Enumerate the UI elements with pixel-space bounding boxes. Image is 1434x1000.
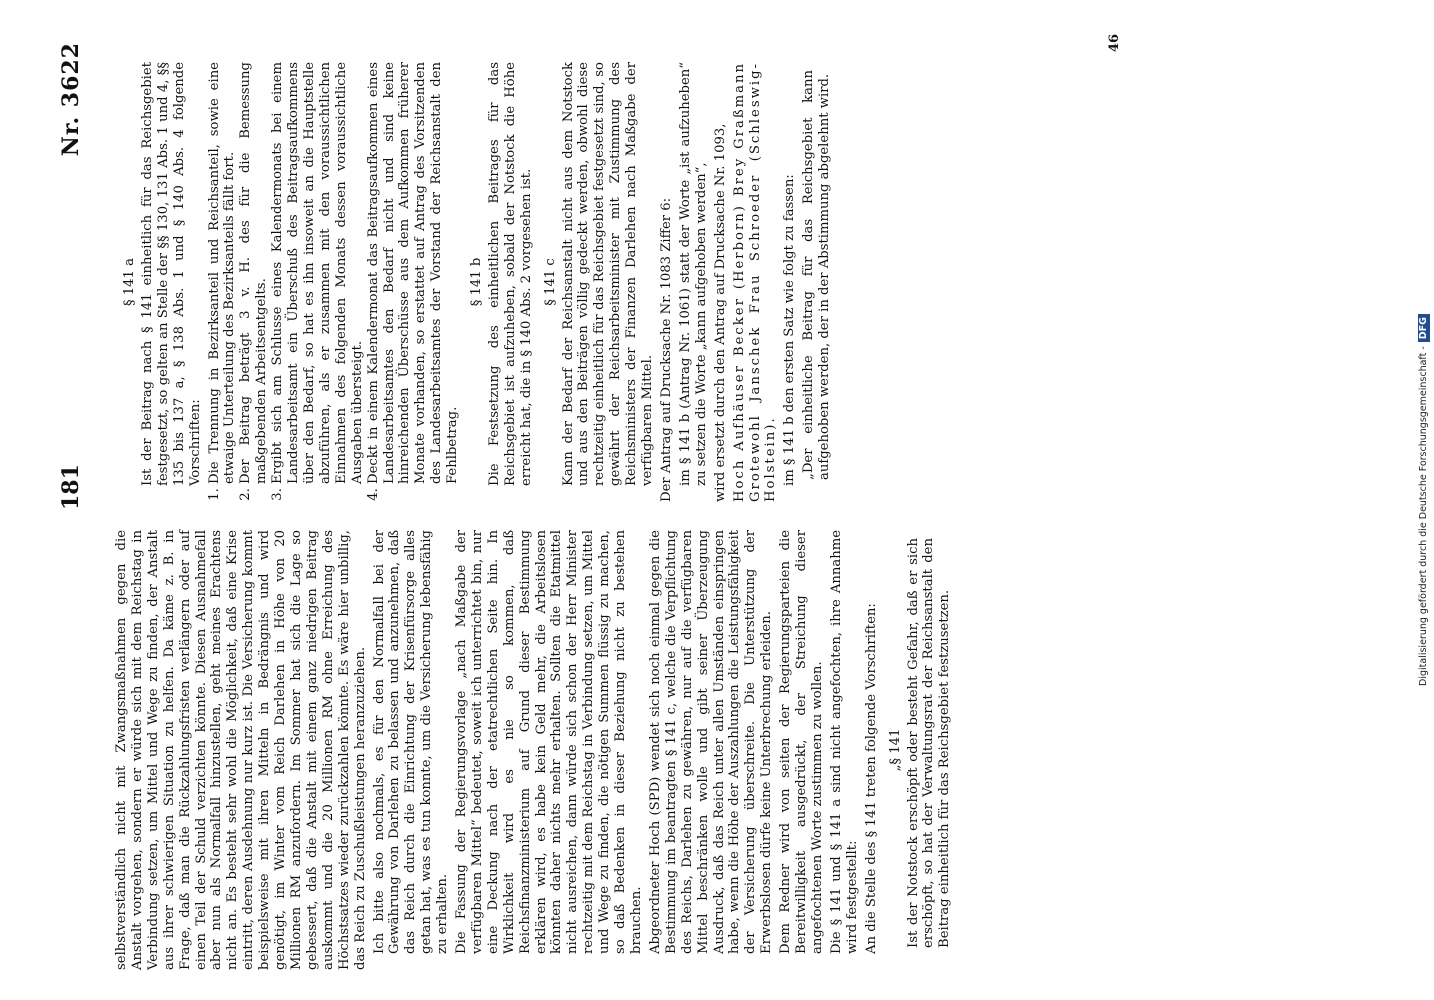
paragraph: Die Festsetzung des einheitlichen Beitrages für das Reichsgebiet ist aufzuheben, sobald der Notstock die Höhe erreicht hat, die in § 140 Abs. 2 vorgesehen ist.	[486, 62, 534, 486]
left-column	[114, 530, 956, 970]
paragraph: Die § 141 und § 141 a sind nicht angefochten, ihre Annahme wird festgestellt:	[828, 530, 860, 954]
paragraph: im § 141 b (Antrag Nr. 1061) statt der Worte „ist aufzuheben“ zu setzen die Worte „kann aufgehoben werden“,	[677, 62, 709, 486]
paragraph: wird ersetzt durch den Antrag auf Drucksache Nr. 1093,	[712, 123, 728, 502]
section-heading: § 141 a	[122, 258, 137, 307]
paragraph: Dem Redner wird von seiten der Regierungsparteien die Bereitwilligkeit ausgedrückt, der Streichung dieser angefochtenen Worte zustimmen zu wollen.	[778, 530, 825, 954]
list-item: 4. Deckt in einem Kalendermonat das Beitragsaufkommen eines Landesarbeitsamtes den Bedarf nicht und sind keine hinreichenden Überschüsse aus dem Aufkommen früherer Monate vorhanden, so erstattet auf Antrag des Vorsitzenden des Landesarbeitsamtes der Vorstand der Reichsanstalt den Fehlbetrag.	[366, 62, 461, 484]
paragraph: im § 141 b den ersten Satz wie folgt zu fassen:	[782, 174, 798, 486]
dfg-logo: DFG	[1418, 314, 1430, 342]
page-header	[52, 30, 112, 970]
page-number: 181	[58, 464, 84, 510]
paragraph: An die Stelle des § 141 treten folgende Vorschriften:	[863, 603, 879, 954]
digitization-text: Digitalisierung gefördert durch die Deutsche Forschungsgemeinschaft -	[1418, 346, 1429, 686]
list-item: 1. Die Trennung in Bezirksanteil und Reichsanteil, sowie eine etwaige Unterteilung des Bezirksanteils fällt fort.	[207, 62, 239, 484]
paragraph: Ist der Beitrag nach § 141 einheitlich für das Reichsgebiet festgesetzt, so gelten an Stelle der §§ 130, 131 Abs. 1 und 4, §§ 135 bis 137 a, § 138 Abs. 1 und § 140 Abs. 4 folgende Vorschriften:	[139, 62, 203, 486]
list-item: 2. Der Beitrag beträgt 3 v. H. des für die Bemessung maßgebenden Arbeitsentgelts.	[238, 62, 270, 484]
paragraph: Der Antrag auf Drucksache Nr. 1083 Ziffer 6:	[659, 197, 674, 502]
paragraph: Die Fassung der Regierungsvorlage „nach Maßgabe der verfügbaren Mittel“ bedeutet, soweit ich unterrichtet bin, nur eine Deckung nach der etatrechtlichen Seite hin. In Wirklichkeit wird es nie so kommen, daß Reichsfinanzministerium auf Grund dieser Bestimmung erklären wird, es habe kein Geld mehr, die Arbeitslosen könnten daher nichts mehr erhalten. Sollten die Etatmittel nicht ausreichen, dann würde sich schon der Herr Minister rechtzeitig mit dem Reichstag in Verbindung setzen, um Mittel und Wege zu finden, die nötigen Summen flüssig zu machen, so daß Bedenken in dieser Beziehung nicht zu bestehen brauchen.	[454, 530, 644, 954]
footer-number: 46	[1107, 33, 1122, 52]
scanned-page	[52, 30, 1382, 970]
list-item: 3. Ergibt sich am Schlusse eines Kalendermonats bei einem Landesarbeitsamt ein Überschuß des Beitragsaufkommens über den Bedarf, so hat es ihn insoweit an die Hauptstelle abzuführen, als er zusammen mit den voraussichtlichen Einnahmen des folgenden Monats dessen voraussichtliche Ausgaben übersteigt.	[270, 62, 365, 484]
section-heading: § 141 c	[542, 258, 558, 306]
document-number: Nr. 3622	[58, 42, 84, 157]
paragraph: Ich bitte also nochmals, es für den Normalfall bei der Gewährung von Darlehen zu belassen und anzunehmen, daß das Reich durch die Einrichtung der Krisenfürsorge alles getan hat, was es tun konnte, um die Versicherung lebensfähig zu erhalten.	[371, 530, 451, 954]
quoted-paragraph: Ist der Notstock erschöpft oder besteht Gefahr, daß er sich erschöpft, so hat der Verwaltungsrat der Reichsanstalt den Beitrag einheitlich für das Reichsgebiet festzusetzen.	[905, 538, 953, 948]
paragraph: selbstverständlich nicht mit Zwangsmaßnahmen gegen die Anstalt vorgehen, sondern er würde sich mit dem Reichstag in Verbindung setzen, um Mittel und Wege zu finden, der Anstalt aus ihrer schwierigen Situation zu helfen. Da käme z. B. in Frage, daß man die Rückzahlungsfristen verlängern oder auf einen Teil der Schuld verzichten könnte. Diesen Ausnahmefall aber nun als Normalfall hinzustellen, geht meines Erachtens nicht an. Es besteht sehr wohl die Möglichkeit, daß eine Krise eintritt, deren Ausdehnung nur kurz ist. Die Versicherung kommt beispielsweise mit ihren Mitteln in Bedrängnis und wird genötigt, im Winter vom Reich Darlehen in Höhe von 20 Millionen RM anzufordern. Im Sommer hat sich die Lage so gebessert, daß die Anstalt mit einem ganz niedrigen Beitrag auskommt und die 20 Millionen RM ohne Erreichung des Höchstsatzes wieder zurückzahlen könnte. Es wäre hier unbillig, das Reich zu Zuschußleistungen heranzuziehen.	[114, 530, 368, 970]
quoted-paragraph: „Der einheitliche Beitrag für das Reichsgebiet kann aufgehoben werden, der in der Abstimmung abgelehnt wird.	[801, 70, 833, 480]
numbered-list	[207, 62, 462, 502]
digitization-note	[1418, 150, 1430, 850]
paragraph: Kann der Bedarf der Reichsanstalt nicht aus dem Notstock und aus den Beiträgen völlig gedeckt werden, obwohl diese rechtzeitig einheitlich für das Reichsgebiet festgesetzt sind, so gewährt der Reichsarbeitsminister mit Zustimmung des Reichsministers der Finanzen Darlehen nach Maßgabe der verfügbaren Mittel.	[560, 62, 656, 486]
section-heading: „§ 141	[887, 728, 903, 772]
paragraph: Abgeordneter Hoch (SPD) wendet sich noch einmal gegen die Bestimmung im beantragten § 141 c, welche die Verpflichtung des Reichs, Darlehen zu gewähren, nur auf die verfügbaren Mittel beschränken wolle und gibt seiner Überzeugung Ausdruck, daß das Reich unter allen Umständen einspringen habe, wenn die Höhe der Auszahlungen die Leistungsfähigkeit der Versicherung überschreite. Die Unterstützung der Erwerbslosen dürfe keine Unterbrechung erleiden.	[647, 530, 775, 954]
section-heading: § 141 b	[469, 257, 485, 307]
signatories: Hoch Aufhäuser Becker (Herborn) Brey Graßmann Grotewohl Janschek Frau Schroeder (Schleswig-Holstein).	[731, 62, 779, 502]
right-column	[114, 62, 836, 502]
